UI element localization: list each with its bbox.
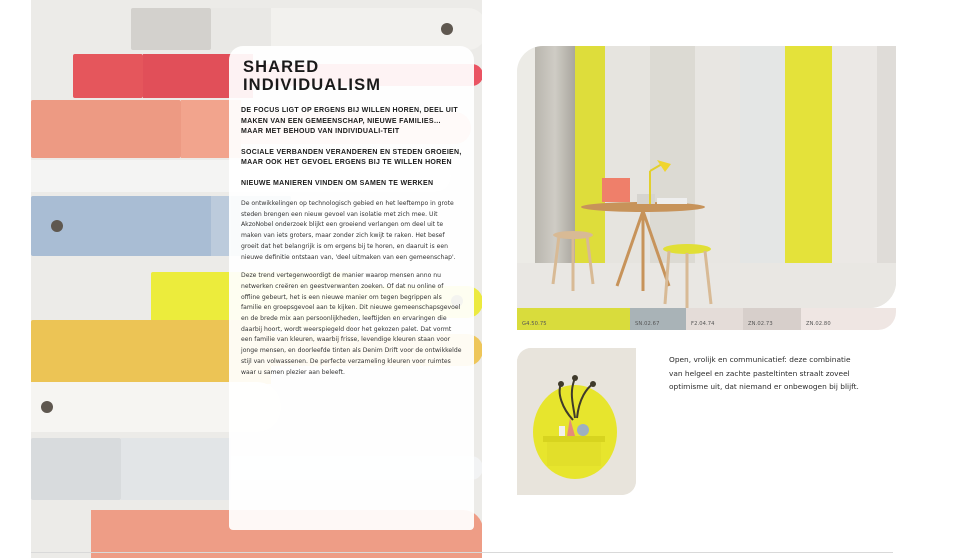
room-photo — [517, 46, 896, 308]
swatch-5-code: ZN.02.80 — [806, 321, 831, 327]
body-paragraph-2: Deze trend vertegenwoordigt de manier waarop mensen anno nu netwerken creëren en geestverwanten zoeken. Of dat nu online of offline gebeurt, het is een nieuwe manier om tegen begrippen als familie en groepsgevoel aan te kijken. Dit nieuwe gemeenschapsgevoel en de brede mix aan persoonlijkheden, leeftijden en ervaringen die daarbij hoort, wordt weerspiegeld door het gekozen palet. Dat vormt een familie van kleuren, waarbij frisse, levendige kleuren staan voor jonge mensen, en doorleefde tinten als Denim Drift voor de ontwikkelde stijl van volwassenen. De perfecte verzameling kleuren voor ruimtes waar u samen plezier aan beleeft. — [241, 272, 462, 376]
lead-paragraph-1: DE FOCUS LIGT OP ERGENS BIJ WILLEN HOREN, DEEL UIT MAKEN VAN EEN GEMEENSCHAP, NIEUWE FAMILIES… MAAR MET BEHOUD VAN INDIVIDUALI-TEIT — [241, 107, 458, 135]
lead-paragraph-3: NIEUWE MANIEREN VINDEN OM SAMEN TE WERKEN — [241, 179, 434, 187]
article-text-panel — [229, 46, 474, 530]
swatch-5 — [801, 308, 896, 330]
photo-caption: Open, vrolijk en communicatief: deze combinatie van helgeel en zachte pasteltinten straalt zoveel optimisme uit, dat niemand er onbewogen bij blijft. — [669, 355, 859, 391]
swatch-2-code: SN.02.67 — [635, 321, 660, 327]
swatch-4-code: ZN.02.73 — [748, 321, 773, 327]
yellow-shelf-photo — [517, 348, 636, 495]
yellow-shelf-illustration — [517, 348, 636, 495]
swatch-1 — [517, 308, 630, 330]
article-title — [243, 58, 462, 94]
swatch-4 — [743, 308, 801, 330]
furniture-illustration — [517, 46, 896, 308]
swatch-3-code: F2.04.74 — [691, 321, 715, 327]
brush-white — [131, 8, 482, 50]
page-bottom-rule — [31, 552, 893, 553]
title-line-1: SHARED — [243, 58, 320, 76]
swatch-1-code: G4.50.75 — [522, 321, 547, 327]
body-paragraph-1: De ontwikkelingen op technologisch gebied en het leeftempo in grote steden brengen een nieuw gevoel van isolatie met zich mee. Uit AkzoNobel onderzoek blijkt een groeiend verlangen om deel uit te maken van iets groters, maar zonder zich kwijt te raken. Het besef groeit dat het belangrijk is om ergens bij te horen, en daaruit is een nieuwe definitie ontstaan van, 'deel uitmaken van een gemeenschap'. — [241, 200, 456, 261]
swatch-2 — [630, 308, 686, 330]
swatch-3 — [686, 308, 743, 330]
color-swatch-strip — [517, 308, 896, 330]
lead-paragraph-2: SOCIALE VERBANDEN VERANDEREN EN STEDEN GROEIEN, MAAR OOK HET GEVOEL ERGENS BIJ TE WILLEN HOREN — [241, 148, 462, 166]
title-line-2: INDIVIDUALISM — [243, 76, 382, 94]
